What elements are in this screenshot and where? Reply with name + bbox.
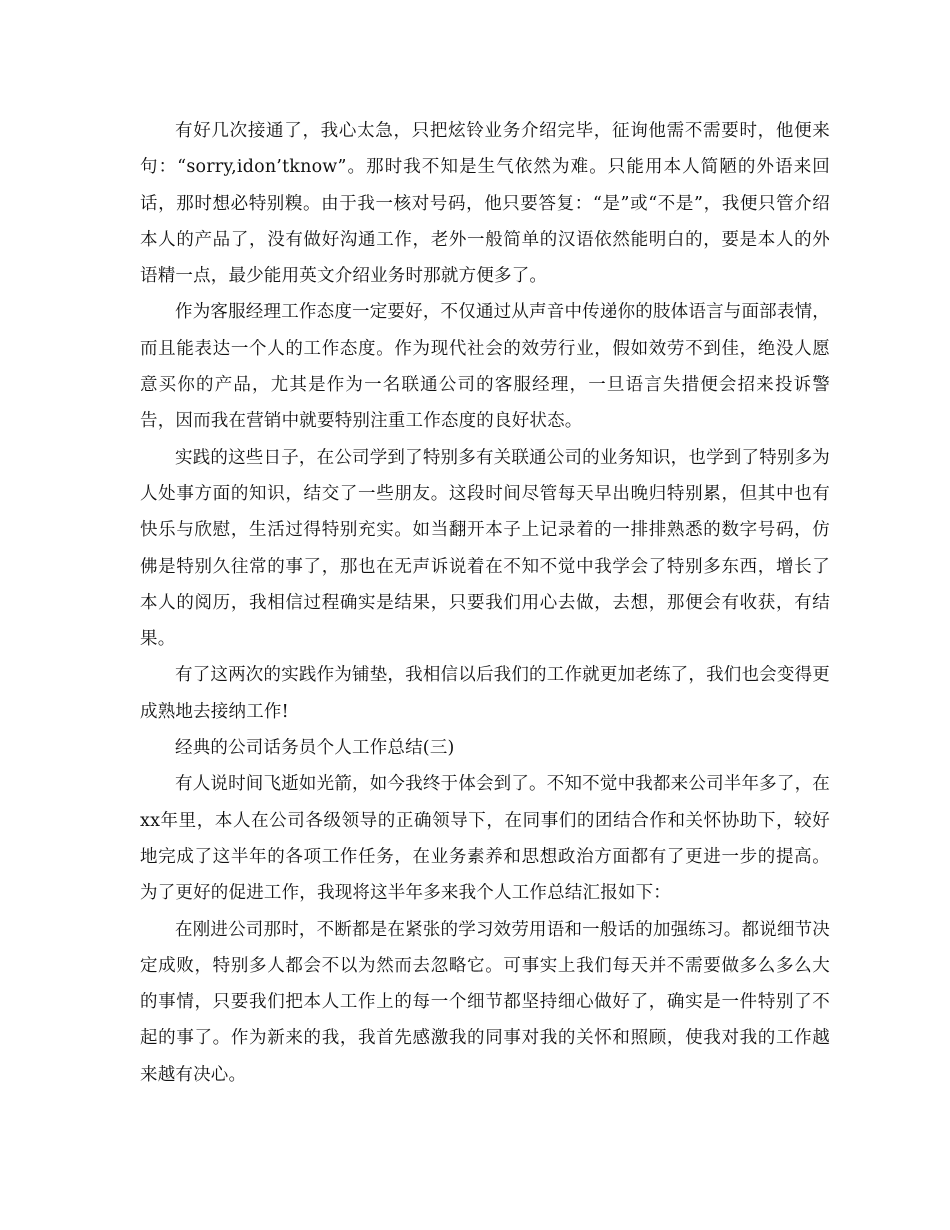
paragraph-4: 有了这两次的实践作为铺垫，我相信以后我们的工作就更加老练了，我们也会变得更成熟地去接纳工作! (140, 665, 830, 722)
paragraph-3: 实践的这些日子，在公司学到了特别多有关联通公司的业务知识，也学到了特别多为人处事方面的知识，结交了一些朋友。这段时间尽管每天早出晚归特别累，但其中也有快乐与欣慰，生活过得特别充实。如当翻开本子上记录着的一排排熟悉的数字号码，仿佛是特别久往常的事了，那也在无声诉说着在不知不觉中我学会了特别多东西，增长了本人的阅历，我相信过程确实是结果，只要我们用心去做，去想，那便会有收获，有结果。 (140, 447, 830, 650)
section-paragraph-2: 在刚进公司那时，不断都是在紧张的学习效劳用语和一般话的加强练习。都说细节决定成败，特别多人都会不以为然而去忽略它。可事实上我们每天并不需要做多么多么大的事情，只要我们把本人工作上的每一个细节都坚持细心做好了，确实是一件特别了不起的事了。作为新来的我，我首先感激我的同事对我的关怀和照顾，使我对我的工作越来越有决心。 (140, 919, 830, 1085)
document-body (140, 113, 830, 1093)
section-heading: 经典的公司话务员个人工作总结(三) (175, 738, 455, 759)
section-paragraph-1: 有人说时间飞逝如光箭，如今我终于体会到了。不知不觉中我都来公司半年多了，在xx年里，本人在公司各级领导的正确领导下，在同事们的团结合作和关怀协助下，较好地完成了这半年的各项工作任务，在业务素养和思想政治方面都有了更进一步的提高。为了更好的促进工作，我现将这半年多来我个人工作总结汇报如下： (140, 774, 830, 904)
paragraph-1: 有好几次接通了，我心太急，只把炫铃业务介绍完毕，征询他需不需要时，他便来句：“sorry,idon’tknow”。那时我不知是生气依然为难。只能用本人简陋的外语来回话，那时想必特别糗。由于我一核对号码，他只要答复：“是”或“不是”，我便只管介绍本人的产品了，没有做好沟通工作，老外一般简单的汉语依然能明白的，要是本人的外语精一点，最少能用英文介绍业务时那就方便多了。 (140, 121, 830, 287)
paragraph-2: 作为客服经理工作态度一定要好，不仅通过从声音中传递你的肢体语言与面部表情，而且能表达一个人的工作态度。作为现代社会的效劳行业，假如效劳不到佳，绝没人愿意买你的产品，尤其是作为一名联通公司的客服经理，一旦语言失措便会招来投诉警告，因而我在营销中就要特别注重工作态度的良好状态。 (140, 302, 830, 432)
